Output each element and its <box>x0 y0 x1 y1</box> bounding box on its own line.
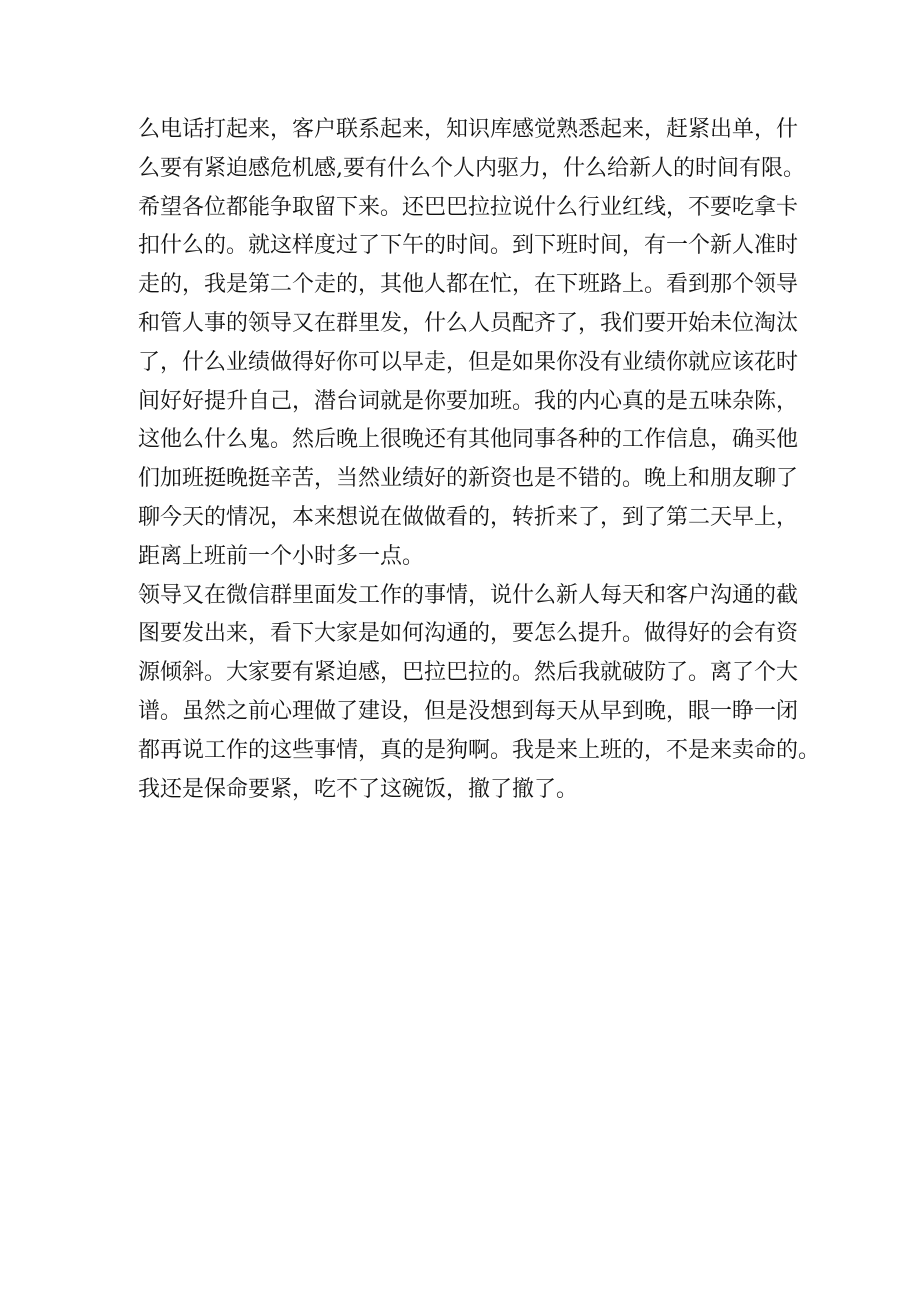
text-line: 距离上班前一个小时多一点。 <box>138 543 425 569</box>
text-line: 我还是保命要紧，吃不了这碗饭，撤了撤了。 <box>138 776 579 802</box>
text-line: 图要发出来，看下大家是如何沟通的，要怎么提升。做得好的会有资 <box>138 621 799 647</box>
text-line: 谱。虽然之前心理做了建设，但是没想到每天从早到晚，眼一睁一闭 <box>138 698 799 724</box>
text-line: 么要有紧迫感危机感,要有什么个人内驱力，什么给新人的时间有限。 <box>138 155 805 181</box>
text-line: 聊今天的情况，本来想说在做做看的，转折来了，到了第二天早上， <box>138 504 799 530</box>
text-line: 和管人事的领导又在群里发，什么人员配齐了，我们要开始未位淘汰 <box>138 310 799 336</box>
text-line: 走的，我是第二个走的，其他人都在忙，在下班路上。看到那个领导 <box>138 272 799 298</box>
text-line: 领导又在微信群里面发工作的事情，说什么新人每天和客户沟通的截 <box>138 582 799 608</box>
text-line: 希望各位都能争取留下来。还巴巴拉拉说什么行业红线，不要吃拿卡 <box>138 194 799 220</box>
text-line: 都再说工作的这些事情，真的是狗啊。我是来上班的，不是来卖命的。 <box>138 737 821 763</box>
text-line: 么电话打起来，客户联系起来，知识库感觉熟悉起来，赶紧出单，什 <box>138 117 799 142</box>
text-line: 这他么什么鬼。然后晚上很晚还有其他同事各种的工作信息，确买他 <box>138 427 799 453</box>
text-line: 源倾斜。大家要有紧迫感，巴拉巴拉的。然后我就破防了。离了个大 <box>138 660 799 686</box>
text-line: 间好好提升自己，潜台词就是你要加班。我的内心真的是五味杂陈， <box>138 388 799 414</box>
text-line: 了，什么业绩做得好你可以早走，但是如果你没有业绩你就应该花时 <box>138 349 799 375</box>
text-line: 们加班挺晚挺辛苦，当然业绩好的新资也是不错的。晚上和朋友聊了 <box>138 466 799 492</box>
body-text <box>138 111 821 809</box>
text-line: 扣什么的。就这样度过了下午的时间。到下班时间，有一个新人准时 <box>138 233 799 259</box>
